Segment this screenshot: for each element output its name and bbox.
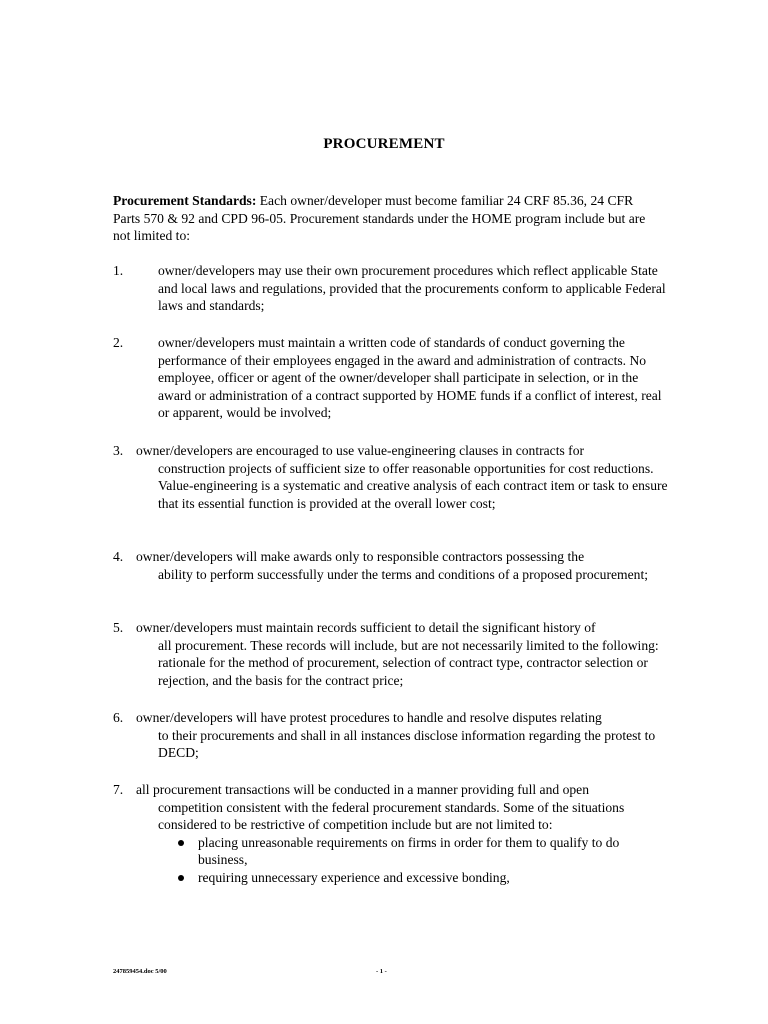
list-item: [113, 619, 673, 689]
item-text: competition consistent with the federal procurement standards. Some of the situations considered to be restrictive of competition include but are not limited to:: [158, 799, 625, 833]
bullet-text: placing unreasonable requirements on firms in order for them to qualify to do business,: [198, 834, 620, 868]
page-title: PROCUREMENT: [323, 136, 445, 152]
bullet-icon: [178, 840, 184, 846]
item-first-line: owner/developers will make awards only to responsible contractors possessing the: [136, 549, 585, 564]
bullet-item: [158, 834, 658, 869]
item-number: 3.: [113, 443, 124, 458]
bullet-text: requiring unnecessary experience and excessive bonding,: [198, 869, 510, 885]
item-text: all procurement. These records will include, but are not necessarily limited to the following: rationale for the method of procurement, selection of contract type, contractor selection or rejection, and the basis for the contract price;: [158, 637, 659, 688]
item-text: owner/developers must maintain a written code of standards of conduct governing the performance of their employees engaged in the award and administration of contracts. No employee, officer or agent of the owner/developer shall participate in selection, or in the award or administration of a contract supported by HOME funds if a conflict of interest, real or apparent, would be involved;: [158, 335, 662, 421]
list-item: [113, 709, 673, 762]
bullet-list: [158, 834, 658, 887]
footer-page-number: - 1 -: [376, 968, 387, 975]
item-number: 2.: [113, 335, 124, 350]
list-item: [113, 781, 673, 887]
list-item: [113, 262, 673, 315]
item-number: 5.: [113, 620, 124, 635]
intro-label: Procurement Standards:: [113, 193, 257, 208]
item-number: 6.: [113, 710, 124, 725]
item-text: to their procurements and shall in all instances disclose information regarding the protest to DECD;: [158, 727, 656, 761]
list-item: [113, 334, 673, 422]
item-first-line: owner/developers must maintain records sufficient to detail the significant history of: [136, 620, 596, 635]
item-first-line: owner/developers are encouraged to use value-engineering clauses in contracts for: [136, 443, 585, 458]
item-number: 4.: [113, 549, 124, 564]
item-text: construction projects of sufficient size to offer reasonable opportunities for cost reductions. Value-engineering is a systematic and creative analysis of each contract item or task to ensure that its essential function is provided at the overall lower cost;: [158, 460, 668, 511]
item-text: owner/developers may use their own procurement procedures which reflect applicable State and local laws and regulations, provided that the procurements conform to applicable Federal laws and standards;: [158, 263, 666, 314]
item-text: ability to perform successfully under the terms and conditions of a proposed procurement;: [158, 566, 648, 582]
item-number: 7.: [113, 782, 124, 797]
item-first-line: all procurement transactions will be conducted in a manner providing full and open: [136, 782, 589, 797]
list-item: [113, 548, 673, 583]
intro-text: Each owner/developer must become familiar 24 CRF 85.36, 24 CFR Parts 570 & 92 and CPD 96-05. Procurement standards under the HOME program include but are not limited to:: [113, 193, 646, 244]
list-item: [113, 442, 673, 512]
item-first-line: owner/developers will have protest procedures to handle and resolve disputes relating: [136, 710, 602, 725]
footer-filename: 247859454.doc 5/00: [113, 968, 167, 975]
item-number: 1.: [113, 263, 124, 278]
bullet-item: [158, 869, 658, 887]
bullet-icon: [178, 875, 184, 881]
intro-paragraph: [113, 192, 653, 245]
